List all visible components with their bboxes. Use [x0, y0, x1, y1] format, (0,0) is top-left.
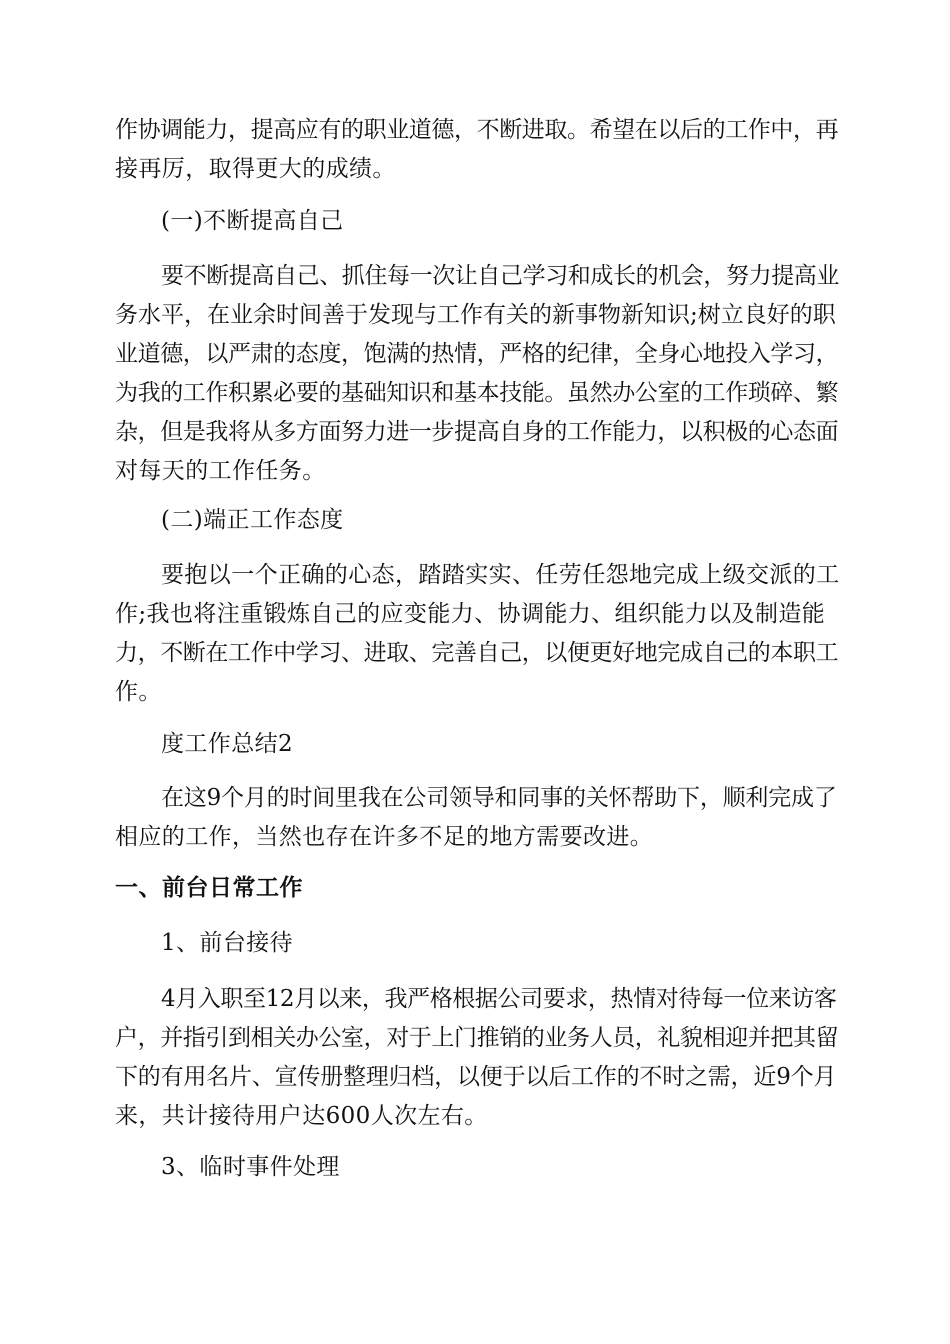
section1-line: 务水平，在业余时间善于发现与工作有关的新事物新知识;树立良好的职: [115, 302, 836, 328]
item1-line: 下的有用名片、宣传册整理归档，以便于以后工作的不时之需，近9个月: [115, 1064, 837, 1090]
section1-title-text: (一)不断提高自己: [161, 208, 344, 234]
item1-title: [115, 924, 840, 963]
intro-line: 作协调能力，提高应有的职业道德，不断进取。希望在以后的工作中，再: [115, 117, 839, 143]
section1-line: 为我的工作积累必要的基础知识和基本技能。虽然办公室的工作琐碎、繁: [115, 380, 839, 406]
part1-heading: [115, 869, 840, 908]
section2-line: 要抱以一个正确的心态，踏踏实实、任劳任怨地完成上级交派的工: [161, 562, 840, 588]
summary2-line: 在这9个月的时间里我在公司领导和同事的关怀帮助下，顺利完成了: [161, 785, 837, 811]
intro-paragraph: [115, 111, 840, 189]
item1-title-text: 1、前台接待: [161, 930, 294, 956]
summary2-title: [115, 725, 840, 764]
item1-line: 户，并指引到相关办公室，对于上门推销的业务人员，礼貌相迎并把其留: [115, 1025, 839, 1051]
section2-title-text: (二)端正工作态度: [161, 507, 344, 533]
section1-line: 对每天的工作任务。: [115, 458, 326, 484]
section2-line: 力，不断在工作中学习、进取、完善自己，以便更好地完成自己的本职工: [115, 640, 839, 666]
section1-line: 杂，但是我将从多方面努力进一步提高自身的工作能力，以积极的心态面: [115, 419, 839, 445]
item3-title-text: 3、临时事件处理: [161, 1154, 340, 1180]
item1-line: 4月入职至12月以来，我严格根据公司要求，热情对待每一位来访客: [161, 986, 837, 1012]
summary2-title-text: 度工作总结2: [161, 731, 294, 757]
section1-line: 业道德，以严肃的态度，饱满的热情，严格的纪律，全身心地投入学习，: [115, 341, 839, 367]
section1-title: [115, 202, 840, 241]
section2-title: [115, 501, 840, 540]
section2-line: 作;我也将注重锻炼自己的应变能力、协调能力、组织能力以及制造能: [115, 601, 826, 627]
part1-heading-text: 一、前台日常工作: [115, 875, 303, 901]
item1-paragraph: [115, 980, 840, 1136]
item1-line: 来，共计接待用户达600人次左右。: [115, 1103, 488, 1129]
summary2-paragraph: [115, 779, 840, 857]
section2-line: 作。: [115, 679, 162, 705]
intro-line: 接再厉，取得更大的成绩。: [115, 156, 396, 182]
section1-line: 要不断提高自己、抓住每一次让自己学习和成长的机会，努力提高业: [161, 263, 840, 289]
item3-title: [115, 1148, 840, 1187]
section1-paragraph: [115, 257, 840, 491]
section2-paragraph: [115, 556, 840, 712]
summary2-line: 相应的工作，当然也存在许多不足的地方需要改进。: [115, 824, 654, 850]
